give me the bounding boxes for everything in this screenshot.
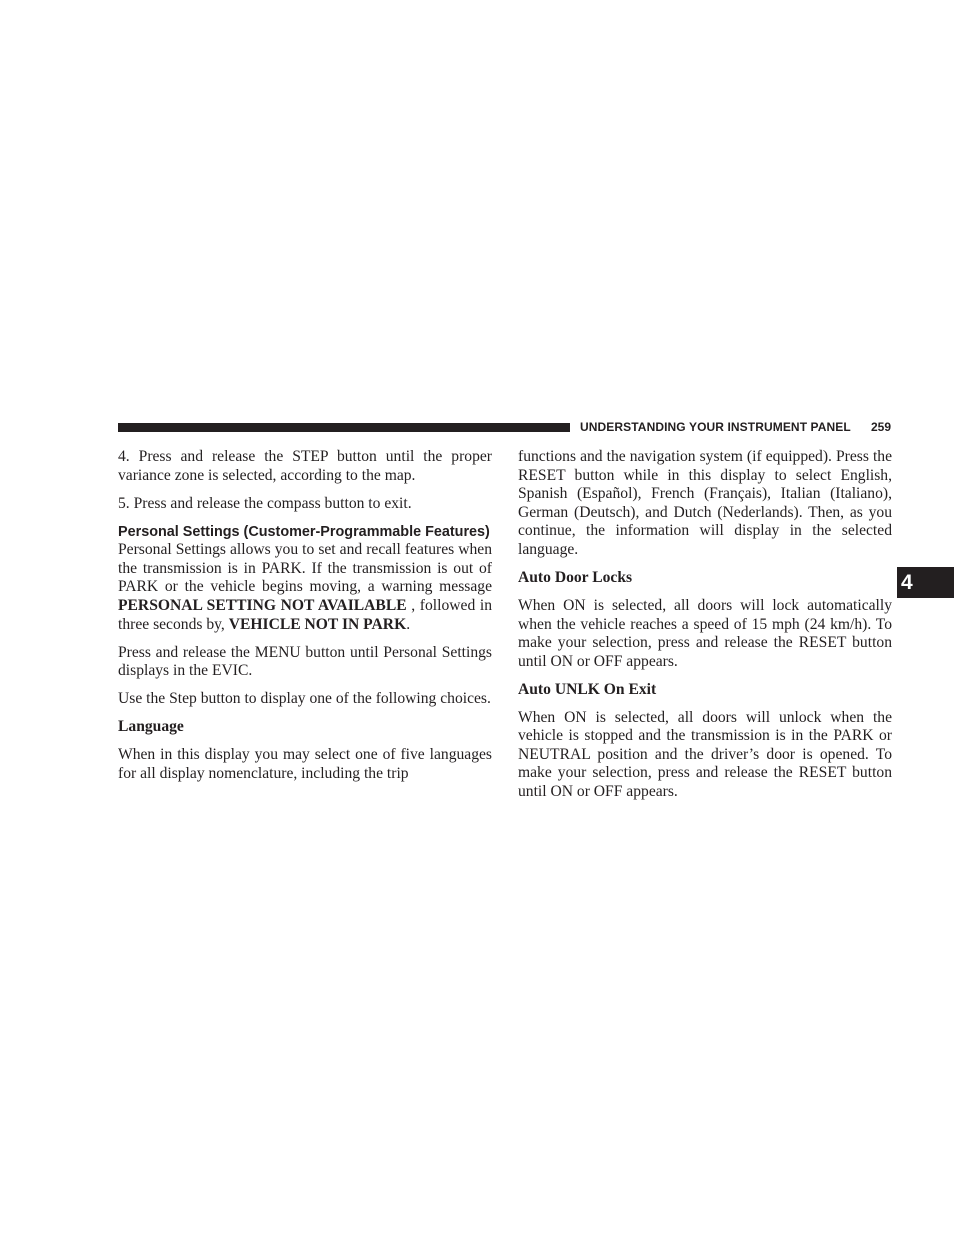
chapter-tab <box>897 567 954 598</box>
header-rule <box>118 423 570 432</box>
warning-message-personal-setting: PERSONAL SETTING NOT AVAILABLE <box>118 596 407 614</box>
language-heading: Language <box>118 718 184 736</box>
language-continued-paragraph: functions and the navigation system (if equipped). Press the RESET button while in this display to select English, Spanish (Español), French (Français), Italian (Italiano), German (Deutsch), and Dutch (Nederlands). Then, as you continue, the information will display in the selected language. <box>518 448 892 558</box>
personal-settings-paragraph-3: Use the Step button to display one of the following choices. <box>118 690 491 708</box>
step-5-paragraph: 5. Press and release the compass button to exit. <box>118 494 412 512</box>
personal-settings-paragraph-1 <box>118 541 492 634</box>
language-paragraph: When in this display you may select one of five languages for all display nomenclature, including the trip <box>118 746 492 782</box>
auto-door-locks-heading: Auto Door Locks <box>518 568 633 586</box>
personal-settings-paragraph-2: Press and release the MENU button until Personal Settings displays in the EVIC. <box>118 643 492 680</box>
ps-p1-text-c: . <box>406 615 411 633</box>
ps-p1-text-b: , followed in three seconds by, <box>118 596 492 633</box>
personal-settings-heading: Personal Settings (Customer-Programmable Features) <box>118 523 490 540</box>
auto-door-locks-paragraph: When ON is selected, all doors will lock automatically when the vehicle reaches a speed of 15 mph (24 km/h). To make your selection, press and release the RESET button until ON or OFF appears. <box>518 596 892 670</box>
step-4-paragraph: 4. Press and release the STEP button until the proper variance zone is selected, according to the map. <box>118 448 492 484</box>
warning-message-vehicle-not-in-park: VEHICLE NOT IN PARK <box>228 615 407 633</box>
auto-unlk-heading: Auto UNLK On Exit <box>518 680 657 698</box>
auto-unlk-paragraph: When ON is selected, all doors will unlock when the vehicle is stopped and the transmission is in the PARK or NEUTRAL position and the driver’s door is opened. To make your selection, press and release the RESET button until ON or OFF appears. <box>518 708 892 801</box>
right-column <box>518 448 892 811</box>
ps-p1-text-a: Personal Settings allows you to set and recall features when the transmission is in PARK. If the transmission is out of PARK or the vehicle begins moving, a warning message <box>118 541 492 596</box>
left-column <box>118 448 492 793</box>
running-header-title: UNDERSTANDING YOUR INSTRUMENT PANEL <box>580 420 851 434</box>
page-number: 259 <box>871 420 892 434</box>
chapter-number: 4 <box>901 571 913 594</box>
